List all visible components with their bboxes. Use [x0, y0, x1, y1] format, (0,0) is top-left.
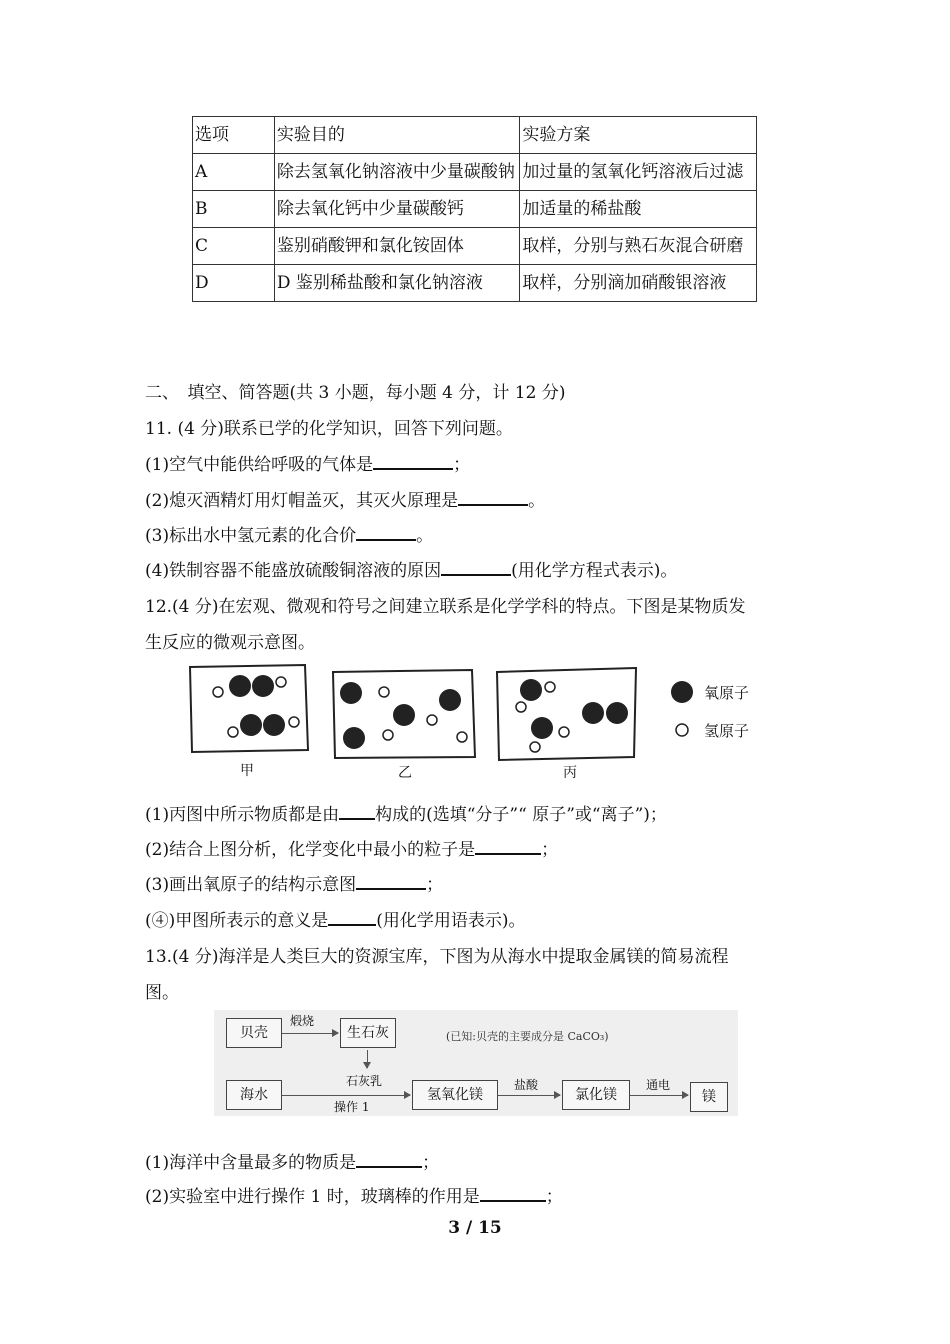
q11-stem: 11. (4 分)联系已学的化学知识，回答下列问题。	[145, 419, 513, 439]
q11-part1-text: (1)空气中能供给呼吸的气体是	[145, 455, 374, 475]
table-header: 选项	[193, 117, 275, 154]
flow-box-beike: 贝壳	[226, 1018, 282, 1048]
table-cell: 加适量的稀盐酸	[520, 191, 757, 228]
q13-stem-line2: 图。	[145, 983, 179, 1003]
q11-part2-text: (2)熄灭酒精灯用灯帽盖灭，其灭火原理是	[145, 491, 459, 511]
box-jia	[190, 665, 308, 752]
options-table	[192, 116, 757, 302]
table-cell: D	[193, 265, 275, 302]
q12-part1-end: 构成的(选填“分子”“ 原子”或“离子”)；	[375, 805, 667, 825]
table-row	[193, 191, 757, 228]
answer-blank[interactable]	[373, 452, 453, 470]
q12-part4	[145, 906, 526, 931]
answer-blank[interactable]	[328, 908, 376, 926]
q12-part3	[145, 870, 443, 895]
q11-part2-end: 。	[528, 491, 546, 511]
q11-part4-end: (用化学方程式表示)。	[511, 561, 678, 581]
answer-blank[interactable]	[339, 802, 375, 820]
table-header: 实验目的	[274, 117, 520, 154]
flow-label-tongdian: 通电	[646, 1078, 671, 1092]
flow-label-yansuan: 盐酸	[514, 1078, 539, 1092]
q11-part4-text: (4)铁制容器不能盛放硫酸铜溶液的原因	[145, 561, 442, 581]
q12-part2-end: ；	[541, 840, 559, 860]
table-row	[193, 228, 757, 265]
table-header-row	[193, 117, 757, 154]
flow-arrow	[498, 1095, 560, 1096]
flow-arrow	[282, 1033, 338, 1034]
q12-part1-text: (1)丙图中所示物质都是由	[145, 805, 340, 825]
q11-part1-end: ；	[453, 455, 471, 475]
micro-diagram	[185, 662, 765, 784]
label-yi: 乙	[398, 765, 412, 781]
flow-box-shenghuihui: 生石灰	[340, 1018, 396, 1048]
q12-part2-text: (2)结合上图分析，化学变化中最小的粒子是	[145, 840, 476, 860]
table-cell: B	[193, 191, 275, 228]
flow-label-duanshao: 煅烧	[290, 1014, 315, 1028]
page-number: 3 / 15	[448, 1218, 502, 1238]
q12-part2	[145, 835, 558, 860]
legend	[671, 681, 693, 736]
flow-box-mei: 镁	[690, 1082, 728, 1112]
label-bing: 丙	[563, 765, 577, 781]
answer-blank[interactable]	[356, 1150, 422, 1168]
q13-part1-end: ；	[422, 1153, 440, 1173]
q12-part1	[145, 800, 667, 825]
q13-part2-end: ；	[545, 1187, 563, 1207]
q11-part1	[145, 450, 470, 475]
flow-box-qingyanghuamei: 氢氧化镁	[412, 1080, 498, 1110]
q13-part1	[145, 1148, 439, 1173]
flow-note: (已知:贝壳的主要成分是 CaCO₃)	[446, 1030, 609, 1043]
flow-diagram	[214, 1010, 738, 1116]
q12-stem-line1: 12.(4 分)在宏观、微观和符号之间建立联系是化学学科的特点。下图是某物质发	[145, 597, 746, 617]
q12-part3-end: ；	[426, 875, 444, 895]
q11-part3-text: (3)标出水中氢元素的化合价	[145, 526, 357, 546]
q12-part4-text: (④)甲图所表示的意义是	[145, 911, 329, 931]
box-yi	[333, 670, 475, 758]
answer-blank[interactable]	[480, 1184, 546, 1202]
q13-part2	[145, 1182, 563, 1207]
q11-part2	[145, 486, 545, 511]
table-cell: 除去氢氧化钠溶液中少量碳酸钠	[274, 154, 520, 191]
q11-part3-end: 。	[416, 526, 434, 546]
answer-blank[interactable]	[475, 837, 541, 855]
table-cell: C	[193, 228, 275, 265]
table-row	[193, 154, 757, 191]
table-cell: 加过量的氢氧化钙溶液后过滤	[520, 154, 757, 191]
q11-part4	[145, 556, 677, 581]
hydrogen-atom-icon	[676, 724, 688, 736]
answer-blank[interactable]	[441, 558, 511, 576]
section-heading: 二、 填空、简答题(共 3 小题，每小题 4 分，计 12 分)	[145, 383, 566, 403]
table-cell: D 鉴别稀盐酸和氯化钠溶液	[274, 265, 520, 302]
box-bing	[497, 668, 636, 760]
q13-part1-text: (1)海洋中含量最多的物质是	[145, 1153, 357, 1173]
q13-stem-line1: 13.(4 分)海洋是人类巨大的资源宝库，下图为从海水中提取金属镁的简易流程	[145, 947, 729, 967]
table-header: 实验方案	[520, 117, 757, 154]
q13-part2-text: (2)实验室中进行操作 1 时，玻璃棒的作用是	[145, 1187, 480, 1207]
label-jia: 甲	[240, 763, 254, 779]
flow-arrow	[630, 1095, 688, 1096]
oxygen-atom-icon	[671, 681, 693, 703]
q12-part4-end: (用化学用语表示)。	[376, 911, 526, 931]
flow-box-haishui: 海水	[226, 1080, 282, 1110]
legend-oxygen-label: 氧原子	[704, 684, 750, 702]
flow-box-lvhuamei: 氯化镁	[562, 1080, 630, 1110]
flow-label-shihuiru: 石灰乳	[346, 1074, 383, 1088]
legend-hydrogen-label: 氢原子	[704, 722, 750, 740]
table-row	[193, 265, 757, 302]
table-cell: 取样，分别与熟石灰混合研磨	[520, 228, 757, 265]
table-cell: 取样，分别滴加硝酸银溶液	[520, 265, 757, 302]
table-cell: 除去氧化钙中少量碳酸钙	[274, 191, 520, 228]
flow-arrow	[282, 1095, 410, 1096]
answer-blank[interactable]	[458, 488, 528, 506]
flow-arrow-down	[367, 1050, 368, 1068]
q12-stem-line2: 生反应的微观示意图。	[145, 633, 315, 653]
flow-label-caozuo: 操作 1	[334, 1100, 370, 1114]
table-cell: 鉴别硝酸钾和氯化铵固体	[274, 228, 520, 265]
q12-part3-text: (3)画出氧原子的结构示意图	[145, 875, 357, 895]
q11-part3	[145, 521, 433, 546]
table-cell: A	[193, 154, 275, 191]
answer-blank[interactable]	[356, 523, 416, 541]
answer-blank[interactable]	[356, 872, 426, 890]
